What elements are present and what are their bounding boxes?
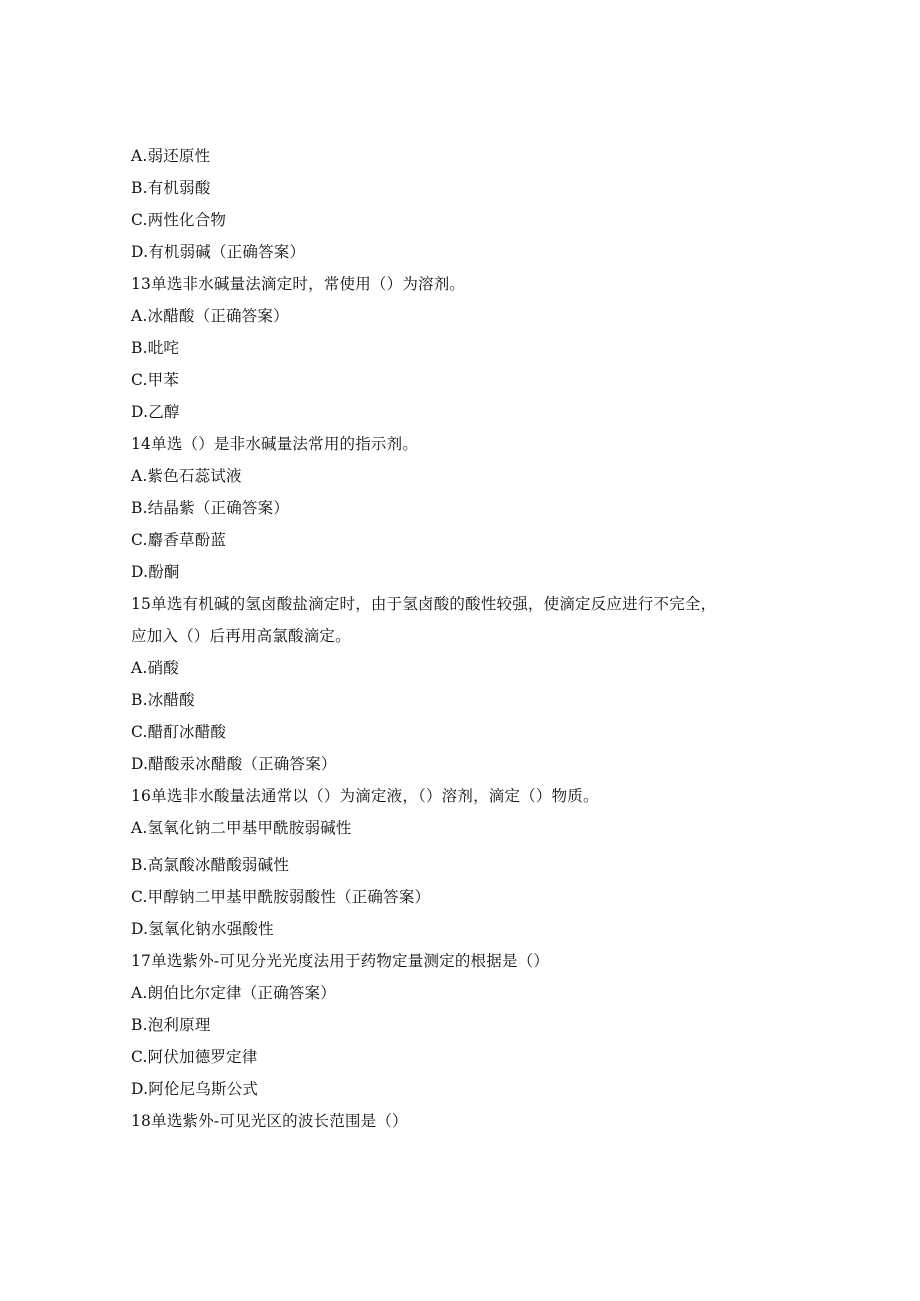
question-line: 14单选（）是非水碱量法常用的指示剂。 [131,435,419,453]
option-line: D.氢氧化钠水强酸性 [131,920,274,938]
option-line: B.泡利原理 [131,1016,211,1034]
option-line: B.高氯酸冰醋酸弱碱性 [131,856,290,874]
option-line: B.结晶紫（正确答案） [131,499,290,517]
question-list [131,140,791,1137]
option-line: D.有机弱碱（正确答案） [131,243,306,261]
question-line-continued: 应加入（）后再用高氯酸滴定。 [131,627,351,645]
option-line: A.弱还原性 [131,147,211,165]
option-line: D.阿伦尼乌斯公式 [131,1080,259,1098]
option-line: C.甲苯 [131,371,180,389]
option-line: C.醋酊冰醋酸 [131,723,227,741]
question-line: 16单选非水酸量法通常以（）为滴定液，（）溶剂，滴定（）物质。 [131,787,599,805]
option-line: D.乙醇 [131,403,180,421]
question-line: 18单选紫外-可见光区的波长范围是（） [131,1112,408,1130]
question-line: 13单选非水碱量法滴定时，常使用（）为溶剂。 [131,275,466,293]
question-line: 15单选有机碱的氢卤酸盐滴定时，由于氢卤酸的酸性较强，使滴定反应进行不完全， [131,595,717,613]
option-line: B.有机弱酸 [131,179,211,197]
option-line: C.阿伏加德罗定律 [131,1048,258,1066]
option-line: C.两性化合物 [131,211,227,229]
option-line: A.硝酸 [131,659,179,677]
option-line: A.朗伯比尔定律（正确答案） [131,984,336,1002]
option-line: C.麝香草酚蓝 [131,531,227,549]
option-line: C.甲醇钠二甲基甲酰胺弱酸性（正确答案） [131,888,431,906]
option-line: A.氢氧化钠二甲基甲酰胺弱碱性 [131,819,352,837]
option-line: B.冰醋酸 [131,691,195,709]
option-line: B.吡咤 [131,339,180,357]
option-line: A.冰醋酸（正确答案） [131,307,289,325]
option-line: D.醋酸汞冰醋酸（正确答案） [131,755,337,773]
option-line: D.酚酮 [131,563,180,581]
option-line: A.紫色石蕊试液 [131,467,242,485]
question-line: 17单选紫外-可见分光光度法用于药物定量测定的根据是（） [131,952,550,970]
